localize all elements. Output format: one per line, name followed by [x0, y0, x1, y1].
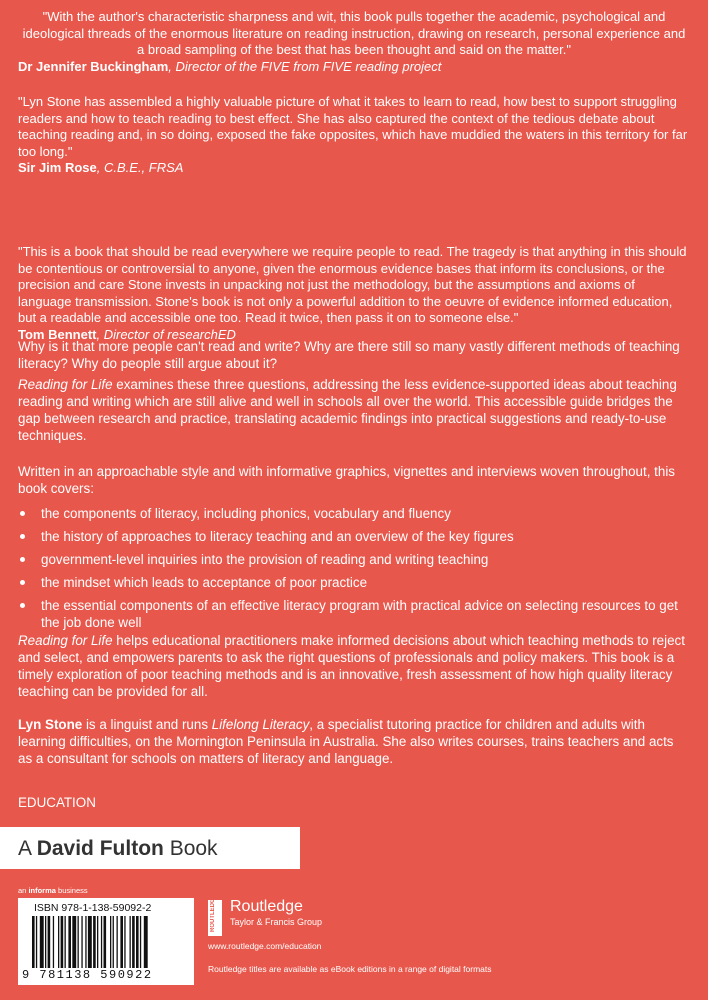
endorsement-quote	[18, 244, 690, 344]
barcode-bar	[113, 916, 114, 968]
barcode-bar	[45, 916, 46, 968]
barcode-bar	[48, 916, 51, 968]
barcode-bar	[124, 916, 125, 968]
list-item: the history of approaches to literacy teaching and an overview of the key figures	[18, 528, 690, 545]
publisher-url: www.routledge.com/education	[208, 941, 322, 951]
barcode-bar	[68, 916, 71, 968]
barcode-bar	[110, 916, 111, 968]
author-bio: Lyn Stone is a linguist and runs Lifelong Literacy, a specialist tutoring practice for children and adults with learning difficulties, on the Mornington Peninsula in Australia. She also writes courses, trains teachers and acts as a consultant for schools on matters of literacy and language.	[18, 717, 674, 766]
list-item: the mindset which leads to acceptance of poor practice	[18, 574, 690, 591]
informa-label: an informa business	[18, 886, 88, 895]
quote-author: Sir Jim Rose	[18, 160, 97, 176]
barcode-bar	[40, 916, 44, 968]
ebook-note: Routledge titles are available as eBook editions in a range of digital formats	[208, 964, 492, 974]
book-title: Reading for Life	[18, 633, 113, 648]
barcode-bar	[144, 916, 148, 968]
barcode-bar	[61, 916, 64, 968]
quote-role: , C.B.E., FRSA	[96, 160, 184, 176]
list-item: the components of literacy, including phonics, vocabulary and fluency	[18, 505, 690, 522]
imprint-name: David Fulton	[36, 837, 164, 860]
quote-role: , Director of researchED	[96, 326, 236, 342]
barcode-bar	[104, 916, 107, 968]
barcode-bar	[65, 916, 66, 968]
blurb-paragraph: Reading for Life examines these three questions, addressing the less evidence-supported ideas about teaching reading and writing which are still alive and well in schools all over the world. This accessible guide bridges the gap between research and practice, translating academic findings into practical suggestions and ready-to-use techniques.	[18, 377, 677, 443]
quote-attribution	[18, 160, 690, 177]
barcode-bar	[93, 916, 96, 968]
quote-text: "With the author's characteristic sharpness and wit, this book pulls together the academic, psychological and ideological threads of the enormous literature on reading instruction, drawing on research, personal experience and a broad sampling of the best that has been thought and said on the matter."	[22, 9, 686, 58]
barcode-bar	[78, 916, 79, 968]
quote-text: "Lyn Stone has assembled a highly valuable picture of what it takes to learn to read, how best to support struggling readers and how to teach reading to best effect. She has also captured the context of the tedious debate about teaching reading and, in so doing, exposed the fake opposites, which have muddied the waters in this territory for far too long."	[18, 94, 688, 159]
barcode-bar	[136, 916, 139, 968]
list-item: government-level inquiries into the provision of reading and writing teaching	[18, 551, 690, 568]
imprint-banner: A David Fulton Book	[0, 827, 300, 869]
endorsement-quote	[18, 9, 690, 75]
author-name: Lyn Stone	[18, 717, 83, 732]
barcode-bar	[72, 916, 76, 968]
quote-attribution	[18, 59, 690, 76]
barcode-bar	[101, 916, 102, 968]
blurb-intro: Why is it that more people can't read and write? Why are there still so many vastly different methods of teaching literacy? Why do people still argue about it?	[18, 339, 680, 371]
barcode-bar	[36, 916, 37, 968]
barcode-bar	[120, 916, 123, 968]
quote-author: Tom Bennett	[18, 326, 97, 342]
blurb-paragraph: Reading for Life helps educational practitioners make informed decisions about which teaching methods to reject and select, and empowers parents to ask the right questions of professionals and policy makers. This book is a timely exploration of poor teaching methods and is an innovative, fresh assessment of how high quality literacy teaching can be provided for all.	[18, 633, 685, 699]
isbn-label: ISBN 978-1-138-59092-2	[34, 902, 152, 914]
list-item: the essential components of an effective literacy program with practical advice on selecting resources to get the job done well	[18, 597, 690, 631]
barcode-bar	[88, 916, 92, 968]
barcode-bar	[58, 916, 59, 968]
book-title: Reading for Life	[18, 377, 113, 392]
barcode-bars	[32, 916, 184, 968]
quote-text: "This is a book that should be read everywhere we require people to read. The tragedy is that anything in this should be contentious or controversial to anyone, given the enormous evidence bases that inform its conclusions, or the precision and care Stone invests in unpacking not just the methodology, but the assumptions and axioms of language transmission. Stone's book is not only a powerful addition to the oeuvre of evidence informed education, but a readable and accessible one too. Read it twice, then pass it on to someone else."	[18, 244, 687, 326]
barcode-bar	[85, 916, 86, 968]
barcode-bar	[53, 916, 54, 968]
quote-author: Dr Jennifer Buckingham	[18, 58, 169, 74]
barcode	[18, 898, 194, 985]
publisher-group: Taylor & Francis Group	[230, 917, 323, 927]
blurb-covers-intro: Written in an approachable style and with informative graphics, vignettes and interviews woven throughout, this book covers:	[18, 464, 675, 496]
barcode-bar	[97, 916, 98, 968]
routledge-logo-icon: ROUTLEDGE	[208, 900, 222, 936]
endorsement-quote	[18, 94, 690, 177]
category-label: EDUCATION	[18, 795, 96, 810]
barcode-bar	[117, 916, 118, 968]
isbn-digits: 9 781138 590922	[22, 968, 153, 982]
topics-list	[18, 505, 690, 637]
barcode-bar	[130, 916, 131, 968]
barcode-bar	[32, 916, 35, 968]
quote-role: , Director of the FIVE from FIVE reading project	[168, 58, 442, 74]
barcode-bar	[132, 916, 135, 968]
publisher-name: Routledge	[230, 898, 303, 915]
barcode-bar	[81, 916, 82, 968]
author-org: Lifelong Literacy	[211, 717, 310, 732]
barcode-bar	[140, 916, 141, 968]
